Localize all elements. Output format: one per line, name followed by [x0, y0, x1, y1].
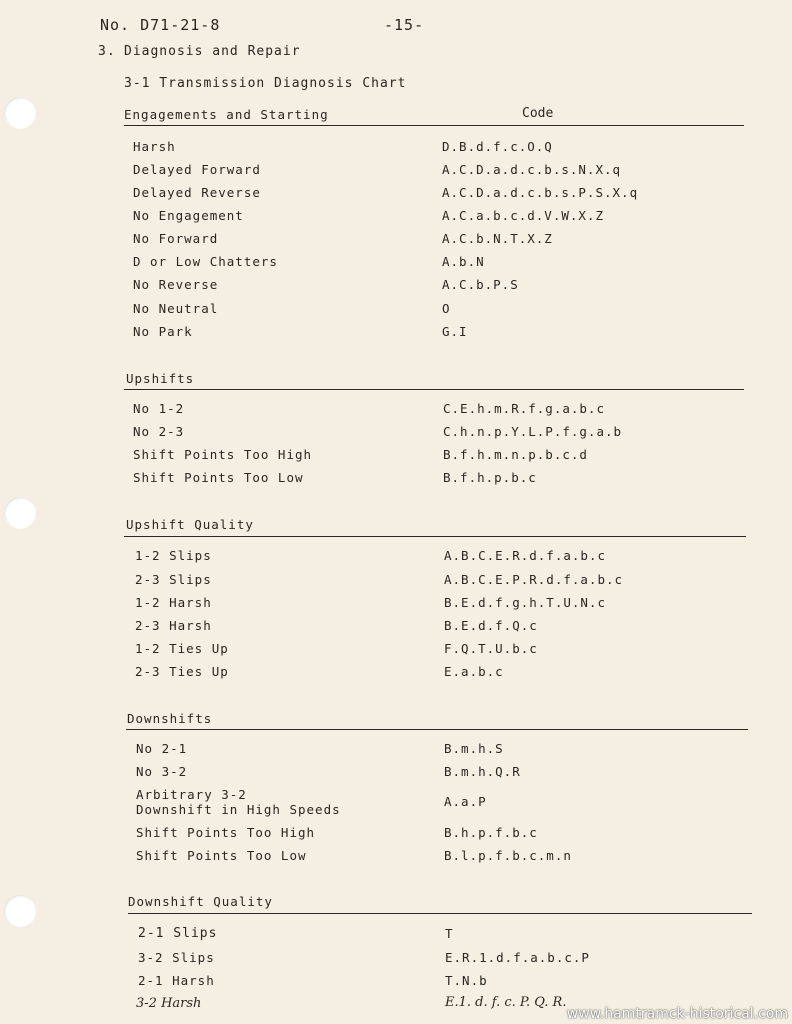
row-code: O: [442, 301, 451, 316]
row-code: B.f.h.p.b.c: [443, 470, 537, 485]
row-code: C.h.n.p.Y.L.P.f.g.a.b: [443, 424, 623, 439]
row-label-handwritten: 3-2 Harsh: [136, 996, 202, 1011]
row-code: B.m.h.S: [444, 741, 504, 756]
document-number: No. D71-21-8: [100, 16, 221, 34]
page-number: -15-: [384, 16, 425, 34]
section-rule: [124, 536, 746, 537]
row-code: A.B.C.E.R.d.f.a.b.c: [444, 548, 606, 563]
row-code: A.C.b.N.T.X.Z: [442, 231, 553, 246]
row-code: B.E.d.f.Q.c: [444, 618, 538, 633]
row-label: 1-2 Harsh: [135, 595, 212, 610]
row-label: No Park: [133, 324, 193, 339]
row-code: T.N.b: [445, 973, 488, 988]
row-code: A.B.C.E.P.R.d.f.a.b.c: [444, 572, 624, 587]
section-title: Diagnosis and Repair: [124, 44, 301, 59]
row-label: No 1-2: [133, 401, 185, 416]
section-heading-upshifts: Upshifts: [126, 371, 195, 386]
row-code: B.h.p.f.b.c: [444, 825, 538, 840]
row-code: B.l.p.f.b.c.m.n: [444, 848, 572, 863]
row-label: No 3-2: [136, 764, 188, 779]
row-label: No 2-3: [133, 424, 185, 439]
binder-hole-middle: [4, 497, 36, 529]
row-label: No Neutral: [133, 301, 219, 316]
binder-hole-top: [4, 97, 36, 129]
row-code: C.E.h.m.R.f.g.a.b.c: [443, 401, 605, 416]
row-label: No 2-1: [136, 741, 188, 756]
row-label: No Reverse: [133, 277, 219, 292]
row-label: Shift Points Too Low: [133, 470, 304, 485]
binder-hole-bottom: [4, 895, 36, 927]
row-code: B.f.h.m.n.p.b.c.d: [443, 447, 588, 462]
row-label: Harsh: [133, 139, 176, 154]
row-label: 2-1 Slips: [138, 926, 218, 941]
row-code: B.m.h.Q.R: [444, 764, 521, 779]
row-code: A.a.P: [444, 794, 487, 809]
section-rule: [124, 125, 744, 126]
section-number: 3.: [98, 44, 116, 59]
row-code: A.C.D.a.d.c.b.s.N.X.q: [442, 162, 622, 177]
row-code: F.Q.T.U.b.c: [444, 641, 538, 656]
section-rule: [128, 913, 752, 914]
row-code: A.C.a.b.c.d.V.W.X.Z: [442, 208, 604, 223]
row-label: 2-3 Slips: [135, 572, 212, 587]
row-label: 2-1 Harsh: [138, 973, 215, 988]
row-label: 2-3 Ties Up: [135, 664, 229, 679]
row-code: A.C.b.P.S: [442, 277, 519, 292]
row-label: Arbitrary 3-2: [136, 787, 247, 802]
section-rule: [124, 389, 744, 390]
section-heading-downshift-quality: Downshift Quality: [128, 894, 273, 909]
section-heading-downshifts: Downshifts: [127, 711, 213, 726]
row-label: 1-2 Slips: [135, 548, 212, 563]
row-label: Delayed Reverse: [133, 185, 261, 200]
row-code: T: [445, 926, 454, 941]
watermark: www.hamtramck-historical.com: [566, 1006, 788, 1022]
row-label: 1-2 Ties Up: [135, 641, 229, 656]
row-label: Shift Points Too High: [136, 825, 316, 840]
row-code: E.a.b.c: [444, 664, 504, 679]
row-code: E.R.1.d.f.a.b.c.P: [445, 950, 590, 965]
row-code-handwritten: E.1. d. f. c. P. Q. R.: [445, 995, 567, 1010]
row-label: Shift Points Too High: [133, 447, 313, 462]
row-label: 2-3 Harsh: [135, 618, 212, 633]
row-label: D or Low Chatters: [133, 254, 278, 269]
section-heading-engagements: Engagements and Starting: [124, 107, 329, 122]
row-label-continued: Downshift in High Speeds: [136, 802, 341, 817]
row-code: G.I: [442, 324, 468, 339]
row-label: No Forward: [133, 231, 219, 246]
section-rule: [126, 729, 748, 730]
row-label: 3-2 Slips: [138, 950, 215, 965]
row-code: A.C.D.a.d.c.b.s.P.S.X.q: [442, 185, 639, 200]
chart-title: 3-1 Transmission Diagnosis Chart: [124, 76, 407, 91]
row-label: Shift Points Too Low: [136, 848, 307, 863]
section-heading-upshift-quality: Upshift Quality: [126, 517, 254, 532]
code-column-header: Code: [522, 106, 554, 121]
row-code: D.B.d.f.c.O.Q: [442, 139, 553, 154]
row-code: B.E.d.f.g.h.T.U.N.c: [444, 595, 606, 610]
row-code: A.b.N: [442, 254, 485, 269]
row-label: No Engagement: [133, 208, 244, 223]
row-label: Delayed Forward: [133, 162, 261, 177]
